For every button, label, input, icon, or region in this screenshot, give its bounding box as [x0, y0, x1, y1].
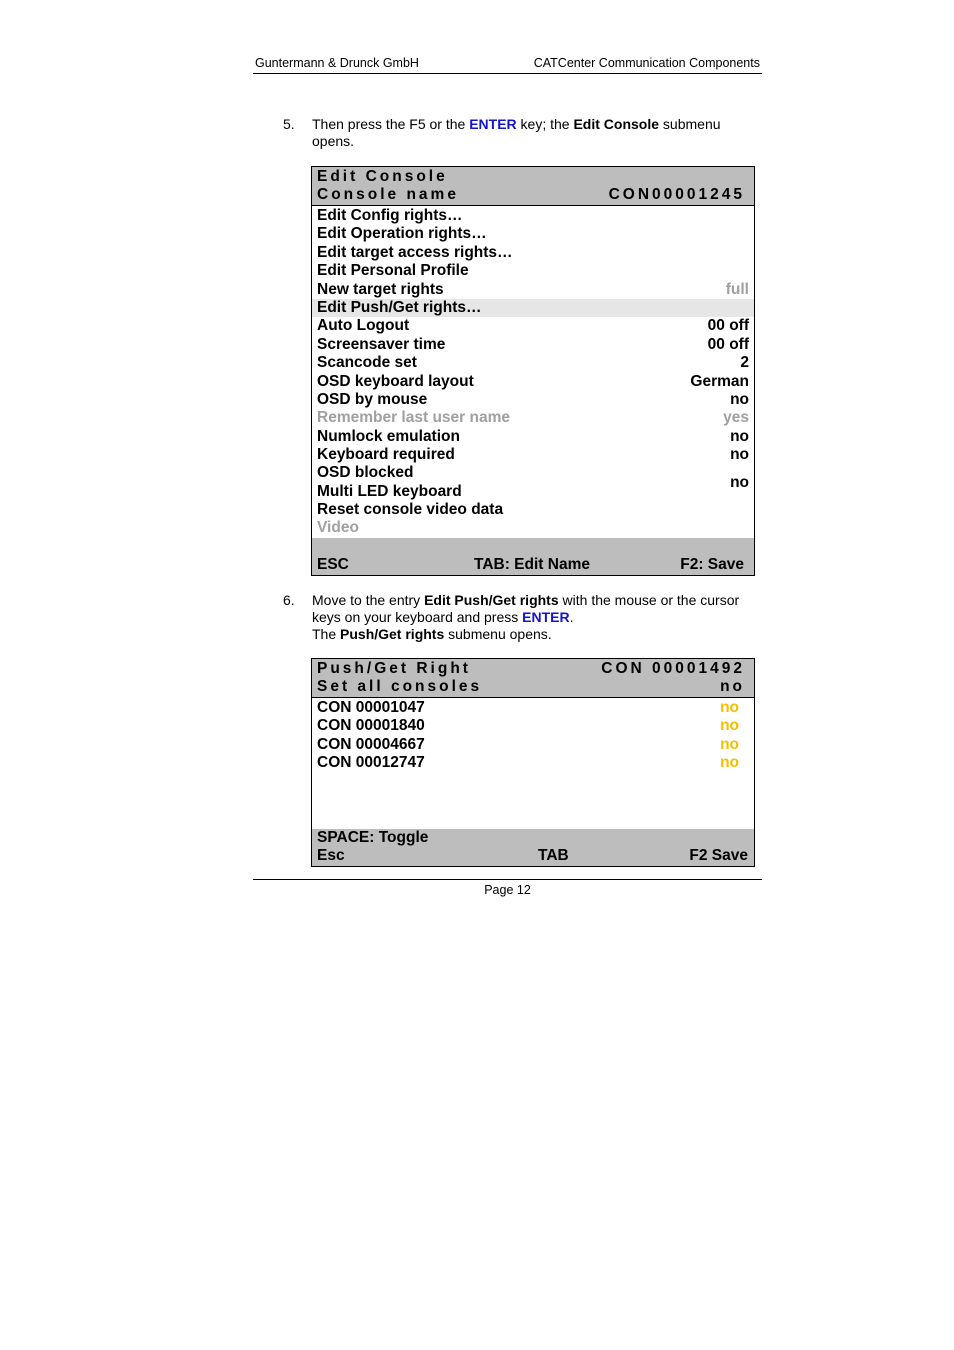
menu-item-edit-operation-rights[interactable] [317, 225, 749, 243]
item-label: Edit Config rights… [317, 207, 463, 224]
item-label: Auto Logout [317, 317, 410, 335]
item-label: Edit Push/Get rights… [317, 298, 482, 316]
item-value: no [730, 427, 749, 445]
right-value: no [720, 735, 739, 753]
menu-item-edit-config-rights[interactable] [317, 207, 749, 225]
item-label: Remember last user name [317, 409, 510, 427]
item-label: OSD blocked [317, 464, 414, 482]
menu-item-screensaver-time[interactable] [317, 336, 749, 354]
item-value: 00 off [707, 335, 749, 353]
tab-edit-name-hint[interactable]: TAB: Edit Name [474, 555, 590, 573]
page-number: Page 12 [484, 883, 531, 897]
menu-item-remember-last-user-name [317, 409, 749, 427]
esc-key-hint[interactable]: Esc [317, 847, 345, 864]
text: submenu opens. [444, 626, 552, 642]
console-name-value[interactable]: CON00001245 [608, 186, 745, 203]
item-label: Multi LED keyboard [317, 482, 462, 500]
push-get-rights-ref: Edit Push/Get rights [424, 592, 559, 608]
enter-key: ENTER [469, 116, 517, 132]
menu-item-video [317, 519, 749, 537]
menu-item-osd-keyboard-layout[interactable] [317, 373, 749, 391]
menu-item-reset-console-video-data[interactable] [317, 501, 749, 519]
header-company: Guntermann & Drunck GmbH [255, 56, 419, 70]
text: Then press the F5 or the [312, 116, 470, 132]
f2-save-hint[interactable]: F2: Save [680, 555, 744, 573]
menu-item-edit-personal-profile[interactable] [317, 262, 749, 280]
text: with the mouse or the cursor keys on your keyboard and press [312, 592, 740, 625]
right-value: no [720, 717, 739, 735]
menu-item-keyboard-required[interactable] [317, 446, 749, 464]
menu-item-auto-logout[interactable] [317, 317, 749, 335]
item-label: Screensaver time [317, 335, 446, 353]
item-label: Keyboard required [317, 446, 455, 464]
console-row-00001840[interactable] [317, 717, 749, 735]
item-label: OSD keyboard layout [317, 372, 474, 390]
right-value: no [720, 699, 739, 716]
item-label: Video [317, 519, 359, 537]
push-get-submenu-ref: Push/Get rights [340, 626, 445, 642]
push-get-right-menu [311, 658, 755, 867]
right-value: no [720, 754, 739, 772]
step-number: 6. [283, 592, 295, 608]
set-all-consoles-label: Set all consoles [317, 678, 483, 695]
step-text [312, 116, 762, 150]
esc-key-hint[interactable]: ESC [317, 555, 349, 573]
console-name: CON 00004667 [317, 735, 425, 753]
step-number: 5. [283, 116, 295, 132]
item-value: no [730, 390, 749, 408]
step-5 [283, 116, 763, 150]
menu-item-numlock-emulation[interactable] [317, 428, 749, 446]
menu-item-edit-push-get-rights[interactable] [312, 299, 754, 317]
console-name-label: Console name [317, 186, 459, 203]
menu-item-osd-by-mouse[interactable] [317, 391, 749, 409]
item-value: 2 [740, 354, 749, 372]
text: Move to the entry [312, 592, 425, 608]
header-product: CATCenter Communication Components [533, 56, 760, 70]
step-6 [283, 592, 763, 644]
page-header [253, 55, 762, 74]
page-footer [253, 879, 762, 897]
item-value: no [730, 473, 749, 491]
menu-header [312, 659, 754, 698]
item-label: New target rights [317, 280, 444, 298]
console-row-00012747[interactable] [317, 754, 749, 772]
text: . [569, 609, 574, 625]
menu-item-multi-led-keyboard[interactable] [317, 474, 749, 501]
item-label: Edit target access rights… [317, 243, 513, 261]
item-label: Reset console video data [317, 500, 504, 518]
console-name: CON 00001047 [317, 699, 425, 716]
console-row-00001047[interactable] [317, 699, 749, 717]
text: submenu opens. [312, 116, 721, 149]
item-value: no [730, 446, 749, 464]
item-label: Edit Operation rights… [317, 225, 487, 243]
item-value: 00 off [707, 317, 749, 335]
console-id: CON 00001492 [601, 660, 745, 677]
step-text [312, 592, 762, 643]
edit-console-menu [311, 166, 755, 576]
text: key; the [516, 116, 574, 132]
f2-save-hint[interactable]: F2 Save [689, 847, 748, 864]
menu-title: Push/Get Right [317, 660, 471, 677]
item-value: German [690, 372, 749, 390]
menu-footer [312, 538, 754, 575]
item-label: Edit Personal Profile [317, 262, 469, 280]
menu-item-scancode-set[interactable] [317, 354, 749, 372]
edit-console-ref: Edit Console [573, 116, 660, 132]
menu-item-new-target-rights[interactable] [317, 281, 749, 299]
tab-key-hint[interactable]: TAB [538, 847, 569, 864]
console-name: CON 00001840 [317, 717, 425, 735]
item-label: Scancode set [317, 354, 417, 372]
space-toggle-hint[interactable]: SPACE: Toggle [317, 829, 429, 846]
enter-key: ENTER [522, 609, 570, 625]
item-value: yes [723, 409, 749, 427]
text: The [312, 626, 341, 642]
menu-footer [312, 829, 754, 866]
menu-title: Edit Console [317, 168, 448, 185]
set-all-consoles-value[interactable]: no [720, 678, 745, 695]
menu-header [312, 167, 754, 206]
item-label: Numlock emulation [317, 427, 460, 445]
item-value: full [725, 280, 749, 298]
item-label: OSD by mouse [317, 390, 428, 408]
console-name: CON 00012747 [317, 754, 425, 772]
menu-item-edit-target-access-rights[interactable] [317, 244, 749, 262]
console-row-00004667[interactable] [317, 736, 749, 754]
